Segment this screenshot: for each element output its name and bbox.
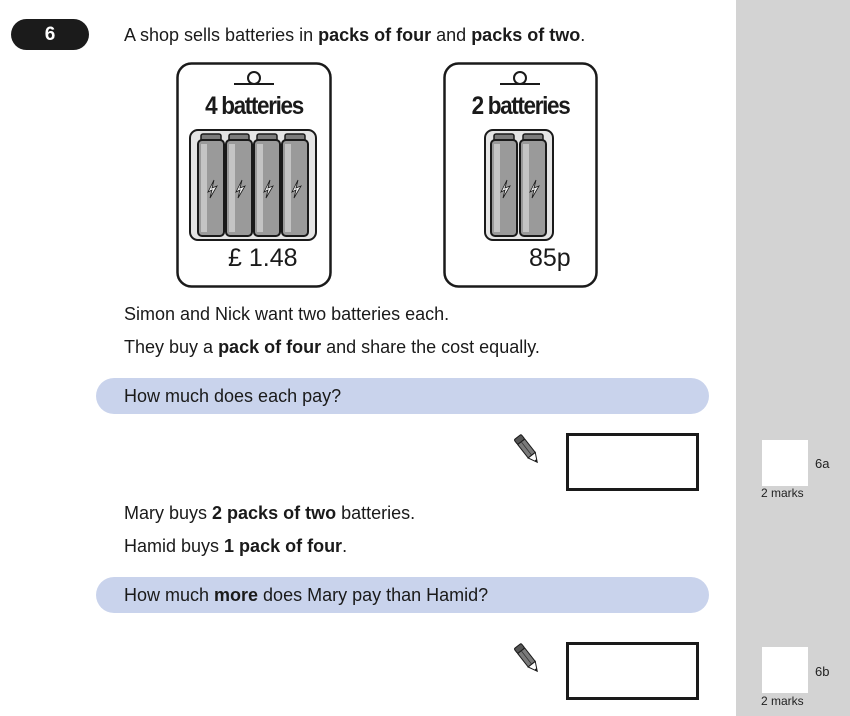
battery-pack-two xyxy=(443,62,598,288)
part-a-line-2-end: and share the cost equally. xyxy=(321,337,540,357)
part-b-line-1-bold: 2 packs of two xyxy=(212,503,337,523)
part-b-question-end: does Mary pay than Hamid? xyxy=(258,585,489,605)
part-b-line-2-text: Hamid buys xyxy=(124,536,225,556)
part-b-question-text: How much xyxy=(124,585,215,605)
part-b-question-bold: more xyxy=(214,585,259,605)
part-a-question-band xyxy=(96,378,709,414)
intro-bold-1: packs of four xyxy=(318,25,432,45)
battery-pack-four xyxy=(176,62,332,288)
part-b-answer-input[interactable] xyxy=(569,645,696,697)
intro-text-2: and xyxy=(431,25,472,45)
mark-code-6a: 6a xyxy=(815,456,830,471)
part-a-line-1: Simon and Nick want two batteries each. xyxy=(124,304,450,324)
pencil-icon xyxy=(512,432,542,468)
pack-four-price: £ 1.48 xyxy=(228,244,298,272)
pack-two-title: 2 batteries xyxy=(471,92,570,120)
part-b-question-band xyxy=(96,577,709,613)
marks-label-6b: 2 marks xyxy=(761,694,804,708)
mark-code-6b: 6b xyxy=(815,664,830,679)
part-a-line-2-text: They buy a xyxy=(124,337,219,357)
part-b-line-1 xyxy=(124,503,415,524)
intro-bold-2: packs of two xyxy=(471,25,581,45)
pencil-icon xyxy=(512,641,542,677)
intro-text-3: . xyxy=(580,25,586,45)
part-a-line-2-bold: pack of four xyxy=(218,337,322,357)
batteries-four xyxy=(198,134,308,236)
pack-four-title: 4 batteries xyxy=(205,92,303,120)
question-intro xyxy=(124,25,585,46)
mark-box-6b xyxy=(762,647,808,693)
part-b-answer-box[interactable] xyxy=(566,642,699,700)
intro-text-1: A shop sells batteries in xyxy=(124,25,319,45)
mark-box-6a xyxy=(762,440,808,486)
part-b-line-2-bold: 1 pack of four xyxy=(224,536,343,556)
part-b-line-2-end: . xyxy=(342,536,348,556)
part-a-question-text: How much does each pay? xyxy=(124,386,342,406)
part-b-line-2 xyxy=(124,536,347,557)
part-a-answer-box[interactable] xyxy=(566,433,699,491)
part-a-answer-input[interactable] xyxy=(569,436,696,488)
marking-margin xyxy=(736,0,850,716)
part-a-line-2 xyxy=(124,337,540,358)
marks-label-6a: 2 marks xyxy=(761,486,804,500)
part-b-line-1-end: batteries. xyxy=(336,503,416,523)
pack-two-price: 85p xyxy=(529,244,571,272)
question-number-badge: 6 xyxy=(11,19,89,50)
part-b-line-1-text: Mary buys xyxy=(124,503,213,523)
